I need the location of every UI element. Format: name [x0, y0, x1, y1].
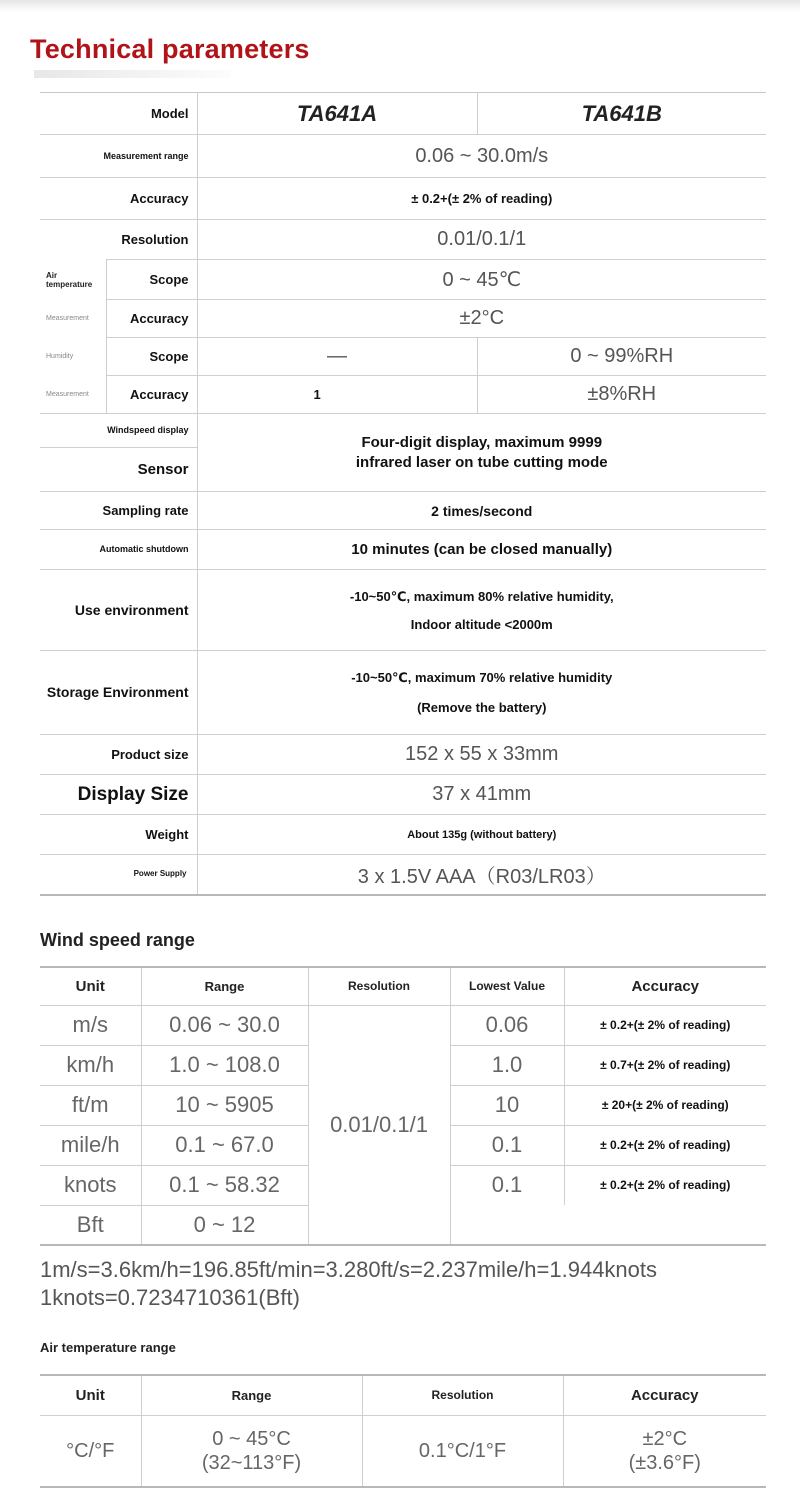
wind-speed-range-table [40, 966, 766, 1246]
wind-lowest: 1.0 [450, 1045, 564, 1085]
conversion-line-2: 1knots=0.7234710361(Bft) [40, 1285, 300, 1310]
measurement-range-value: 0.06 ~ 30.0m/s [197, 135, 766, 178]
wind-header-resolution: Resolution [308, 967, 450, 1005]
power-supply-label: Power Supply [40, 855, 197, 895]
wind-speed-range-title: Wind speed range [40, 930, 195, 950]
wind-row [40, 1005, 766, 1045]
title-reflection [34, 70, 230, 78]
row-sampling-rate [40, 492, 766, 530]
temp-row [40, 1415, 766, 1487]
storage-environment-line-2: (Remove the battery) [417, 700, 547, 715]
wind-header-accuracy: Accuracy [631, 977, 700, 995]
row-model [40, 93, 766, 135]
wind-range: 10 ~ 5905 [141, 1085, 308, 1125]
automatic-shutdown-value: 10 minutes (can be closed manually) [197, 530, 766, 570]
power-supply-value: 3 x 1.5V AAA（R03/LR03） [197, 855, 766, 895]
accuracy-value: ± 0.2+(± 2% of reading) [197, 178, 766, 220]
wind-range: 0.1 ~ 67.0 [141, 1125, 308, 1165]
row-storage-environment [40, 651, 766, 735]
model-a: TA641A [197, 93, 477, 135]
air-accuracy-label: Accuracy [106, 300, 197, 338]
storage-environment-line-1: -10~50℃, maximum 70% relative humidity [351, 670, 613, 685]
technical-parameters-table [40, 92, 766, 896]
air-accuracy-value: ±2°C [197, 300, 766, 338]
wind-accuracy: ± 20+(± 2% of reading) [564, 1085, 766, 1125]
wind-resolution: 0.01/0.1/1 [308, 1005, 450, 1245]
wind-unit: knots [40, 1165, 141, 1205]
air-temperature-range-title: Air temperature range [40, 1340, 176, 1355]
sensor-label: Sensor [40, 448, 197, 492]
wind-accuracy: ± 0.2+(± 2% of reading) [564, 1005, 766, 1045]
wind-unit: mile/h [40, 1125, 141, 1165]
humidity-scope-label: Scope [106, 338, 197, 376]
resolution-value: 0.01/0.1/1 [197, 220, 766, 260]
windspeed-display-value: Four-digit display, maximum 9999 infrared laser on tube cutting mode [197, 414, 766, 492]
sampling-rate-value: 2 times/second [197, 492, 766, 530]
use-environment-line-1: -10~50℃, maximum 80% relative humidity, [349, 588, 614, 604]
display-size-label: Display Size [40, 775, 197, 815]
wind-range: 0.06 ~ 30.0 [141, 1005, 308, 1045]
air-temperature-range-table [40, 1374, 766, 1488]
automatic-shutdown-label: Automatic shutdown [40, 530, 197, 570]
storage-environment-value [197, 651, 766, 735]
temp-unit: °C/°F [40, 1415, 141, 1487]
air-scope-label: Scope [106, 260, 197, 300]
air-temperature-group-label: Air temperature [40, 260, 106, 300]
wind-lowest: 0.1 [450, 1165, 564, 1205]
wind-unit: Bft [40, 1205, 141, 1245]
wind-lowest: 0.1 [450, 1125, 564, 1165]
row-accuracy [40, 178, 766, 220]
top-shade [0, 0, 800, 12]
humidity-group-label: Humidity [40, 338, 106, 376]
wind-header-lowest-value: Lowest Value [450, 967, 564, 1005]
weight-value: About 135g (without battery) [197, 815, 766, 855]
wind-header-unit: Unit [40, 967, 141, 1005]
conversion-line-1: 1m/s=3.6km/h=196.85ft/min=3.280ft/s=2.237mile/h=1.944knots [40, 1257, 658, 1282]
wind-accuracy: ± 0.2+(± 2% of reading) [564, 1125, 766, 1165]
temp-accuracy-line-1: ±2°C [642, 1427, 688, 1450]
windspeed-display-label: Windspeed display [40, 414, 197, 448]
use-environment-line-2: Indoor altitude <2000m [410, 616, 553, 632]
accuracy-label: Accuracy [40, 178, 197, 220]
wind-header-row [40, 967, 766, 1005]
row-display-size [40, 775, 766, 815]
wind-unit: m/s [40, 1005, 141, 1045]
sampling-rate-label: Sampling rate [40, 492, 197, 530]
model-label: Model [40, 93, 197, 135]
product-size-value: 152 x 55 x 33mm [197, 735, 766, 775]
product-size-label: Product size [40, 735, 197, 775]
humidity-accuracy-b: ±8%RH [477, 376, 766, 414]
air-scope-value: 0 ~ 45℃ [197, 260, 766, 300]
measurement-range-label: Measurement range [40, 135, 197, 178]
wind-accuracy-empty [564, 1205, 766, 1245]
row-resolution [40, 220, 766, 260]
unit-conversion-note [40, 1256, 657, 1312]
temp-range [141, 1415, 362, 1487]
row-weight [40, 815, 766, 855]
temp-range-line-2: (32~113°F) [201, 1451, 302, 1474]
temp-accuracy [563, 1415, 766, 1487]
wind-range: 0 ~ 12 [141, 1205, 308, 1245]
row-windspeed-display [40, 414, 766, 448]
temp-header-accuracy: Accuracy [630, 1386, 699, 1404]
row-automatic-shutdown [40, 530, 766, 570]
humidity-accuracy-a: 1 [197, 376, 477, 414]
wind-lowest-empty [450, 1205, 564, 1245]
humidity-scope-a: — [197, 338, 477, 376]
wind-range: 1.0 ~ 108.0 [141, 1045, 308, 1085]
temp-header-row [40, 1375, 766, 1415]
row-product-size [40, 735, 766, 775]
temp-header-resolution: Resolution [362, 1375, 563, 1415]
temp-header-range: Range [141, 1375, 362, 1415]
humidity-scope-b: 0 ~ 99%RH [477, 338, 766, 376]
wind-lowest: 10 [450, 1085, 564, 1125]
resolution-label: Resolution [40, 220, 197, 260]
wind-accuracy: ± 0.2+(± 2% of reading) [564, 1165, 766, 1205]
temp-header-unit: Unit [40, 1375, 141, 1415]
model-b: TA641B [581, 100, 662, 126]
wind-unit: ft/m [40, 1085, 141, 1125]
wind-header-range: Range [141, 967, 308, 1005]
wind-accuracy: ± 0.7+(± 2% of reading) [564, 1045, 766, 1085]
use-environment-label: Use environment [40, 570, 197, 651]
temp-accuracy-line-2: (±3.6°F) [628, 1451, 701, 1474]
row-air-accuracy [40, 300, 766, 338]
air-measurement-group-label: Measurement [40, 300, 106, 338]
wind-range: 0.1 ~ 58.32 [141, 1165, 308, 1205]
temp-resolution: 0.1°C/1°F [362, 1415, 563, 1487]
row-use-environment [40, 570, 766, 651]
wind-lowest: 0.06 [450, 1005, 564, 1045]
display-size-value: 37 x 41mm [197, 775, 766, 815]
humidity-accuracy-label: Accuracy [106, 376, 197, 414]
use-environment-value [197, 570, 766, 651]
weight-label: Weight [40, 815, 197, 855]
storage-environment-label: Storage Environment [40, 651, 197, 735]
row-air-scope [40, 260, 766, 300]
row-humidity-accuracy [40, 376, 766, 414]
row-humidity-scope [40, 338, 766, 376]
row-power-supply [40, 855, 766, 895]
row-measurement-range [40, 135, 766, 178]
wind-unit: km/h [40, 1045, 141, 1085]
temp-range-line-1: 0 ~ 45°C [212, 1427, 291, 1450]
page-title: Technical parameters [30, 34, 310, 64]
humidity-measurement-group-label: Measurement [40, 376, 106, 414]
